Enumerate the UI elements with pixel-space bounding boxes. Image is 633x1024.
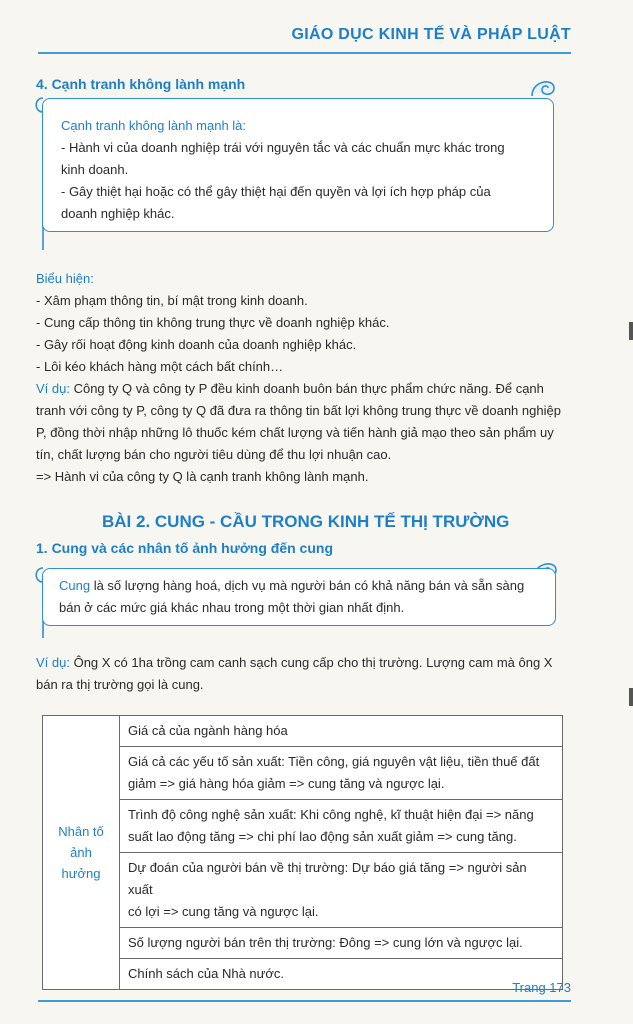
example-text: tín, chất lượng bán cho người tiêu dùng để thu lợi nhuận cao. xyxy=(36,447,392,462)
vi-du-label: Ví dụ: xyxy=(36,381,70,396)
list-item: - Xâm phạm thông tin, bí mật trong kinh doanh. xyxy=(36,293,308,308)
page-number: Trang 173 xyxy=(512,980,571,995)
section-1-title: 1. Cung và các nhân tố ảnh hưởng đến cung xyxy=(36,540,334,556)
table-row xyxy=(43,800,563,853)
vi-du-label: Ví dụ: xyxy=(36,655,70,670)
def-line: bán ở các mức giá khác nhau trong một thời gian nhất định. xyxy=(59,600,405,615)
supply-factors-table xyxy=(42,715,563,990)
table-row xyxy=(43,747,563,800)
footer-rule xyxy=(38,1000,571,1002)
bieu-hien-label: Biểu hiện: xyxy=(36,271,94,286)
section-4-title: 4. Cạnh tranh không lành mạnh xyxy=(36,76,246,92)
margin-mark xyxy=(629,322,633,340)
factor-cell xyxy=(120,716,563,747)
table-row xyxy=(43,959,563,990)
def-line: là số lượng hàng hoá, dịch vụ mà người bán có khả năng bán và sẵn sàng xyxy=(90,578,525,593)
factor-cell xyxy=(120,853,563,928)
def-line: - Gây thiệt hại hoặc có thể gây thiệt hại đến quyền và lợi ích hợp pháp của xyxy=(61,184,491,199)
factor-text: Chính sách của Nhà nước. xyxy=(128,966,284,981)
factor-text: có lợi => cung tăng và ngược lại. xyxy=(128,904,319,919)
factor-text: Dự đoán của người bán về thị trường: Dự báo giá tăng => người sản xuất xyxy=(128,860,527,897)
def-line: - Hành vi của doanh nghiệp trái với nguyên tắc và các chuẩn mực khác trong xyxy=(61,140,505,155)
def-term-supply: Cung xyxy=(59,578,91,593)
def-term-unfair-competition: Cạnh tranh không lành mạnh là: xyxy=(61,118,247,133)
factor-text: giảm => giá hàng hóa giảm => cung tăng và ngược lại. xyxy=(128,776,445,791)
example-text: bán ra thị trường gọi là cung. xyxy=(36,677,204,692)
def-line: doanh nghiệp khác. xyxy=(61,206,175,221)
header-rule xyxy=(38,52,571,54)
margin-mark xyxy=(629,688,633,706)
factor-text: suất lao động tăng => chi phí lao động sản xuất giảm => cung tăng. xyxy=(128,829,517,844)
table-row xyxy=(43,928,563,959)
factor-text: Số lượng người bán trên thị trường: Đông => cung lớn và ngược lại. xyxy=(128,935,523,950)
row-header-line: ảnh xyxy=(70,845,92,860)
factor-text: Giá cả các yếu tố sản xuất: Tiền công, giá nguyên vật liệu, tiền thuế đất xyxy=(128,754,540,769)
list-item: - Lôi kéo khách hàng một cách bất chính… xyxy=(36,359,284,374)
example-text: Công ty Q và công ty P đều kinh doanh buôn bán thực phẩm chức năng. Để cạnh xyxy=(69,381,544,396)
table-row xyxy=(43,853,563,928)
factor-cell xyxy=(120,800,563,853)
definition-box-unfair-competition xyxy=(42,98,554,232)
example-text: Ông X có 1ha trồng cam canh sạch cung cấp cho thị trường. Lượng cam mà ông X xyxy=(69,655,553,670)
table-row xyxy=(43,716,563,747)
example-text: P, đồng thời nhập những lô thuốc kém chất lượng và tiến hành giả mạo theo sản phẩm uy xyxy=(36,425,554,440)
factor-text: Trình độ công nghệ sản xuất: Khi công nghệ, kĩ thuật hiện đại => năng xyxy=(128,807,534,822)
list-item: - Gây rối hoạt động kinh doanh của doanh nghiệp khác. xyxy=(36,337,357,352)
example-text: tranh với công ty P, công ty Q đã đưa ra thông tin bất lợi không trung thực về doanh nghiệp xyxy=(36,403,561,418)
row-header-line: hưởng xyxy=(61,866,101,881)
list-item: - Cung cấp thông tin không trung thực về doanh nghiệp khác. xyxy=(36,315,390,330)
factor-cell xyxy=(120,959,563,990)
row-header-cell xyxy=(43,716,120,990)
page-header-title: GIÁO DỤC KINH TẾ VÀ PHÁP LUẬT xyxy=(291,26,571,43)
lesson-2-title: BÀI 2. CUNG - CẦU TRONG KINH TẾ THỊ TRƯỜNG xyxy=(102,512,510,531)
factor-cell xyxy=(120,747,563,800)
def-line: kinh doanh. xyxy=(61,162,129,177)
conclusion-text: => Hành vi của công ty Q là cạnh tranh không lành mạnh. xyxy=(36,469,369,484)
factor-cell xyxy=(120,928,563,959)
row-header-line: Nhân tố xyxy=(58,824,104,839)
factor-text: Giá cả của ngành hàng hóa xyxy=(128,723,288,738)
definition-box-supply xyxy=(42,568,556,626)
